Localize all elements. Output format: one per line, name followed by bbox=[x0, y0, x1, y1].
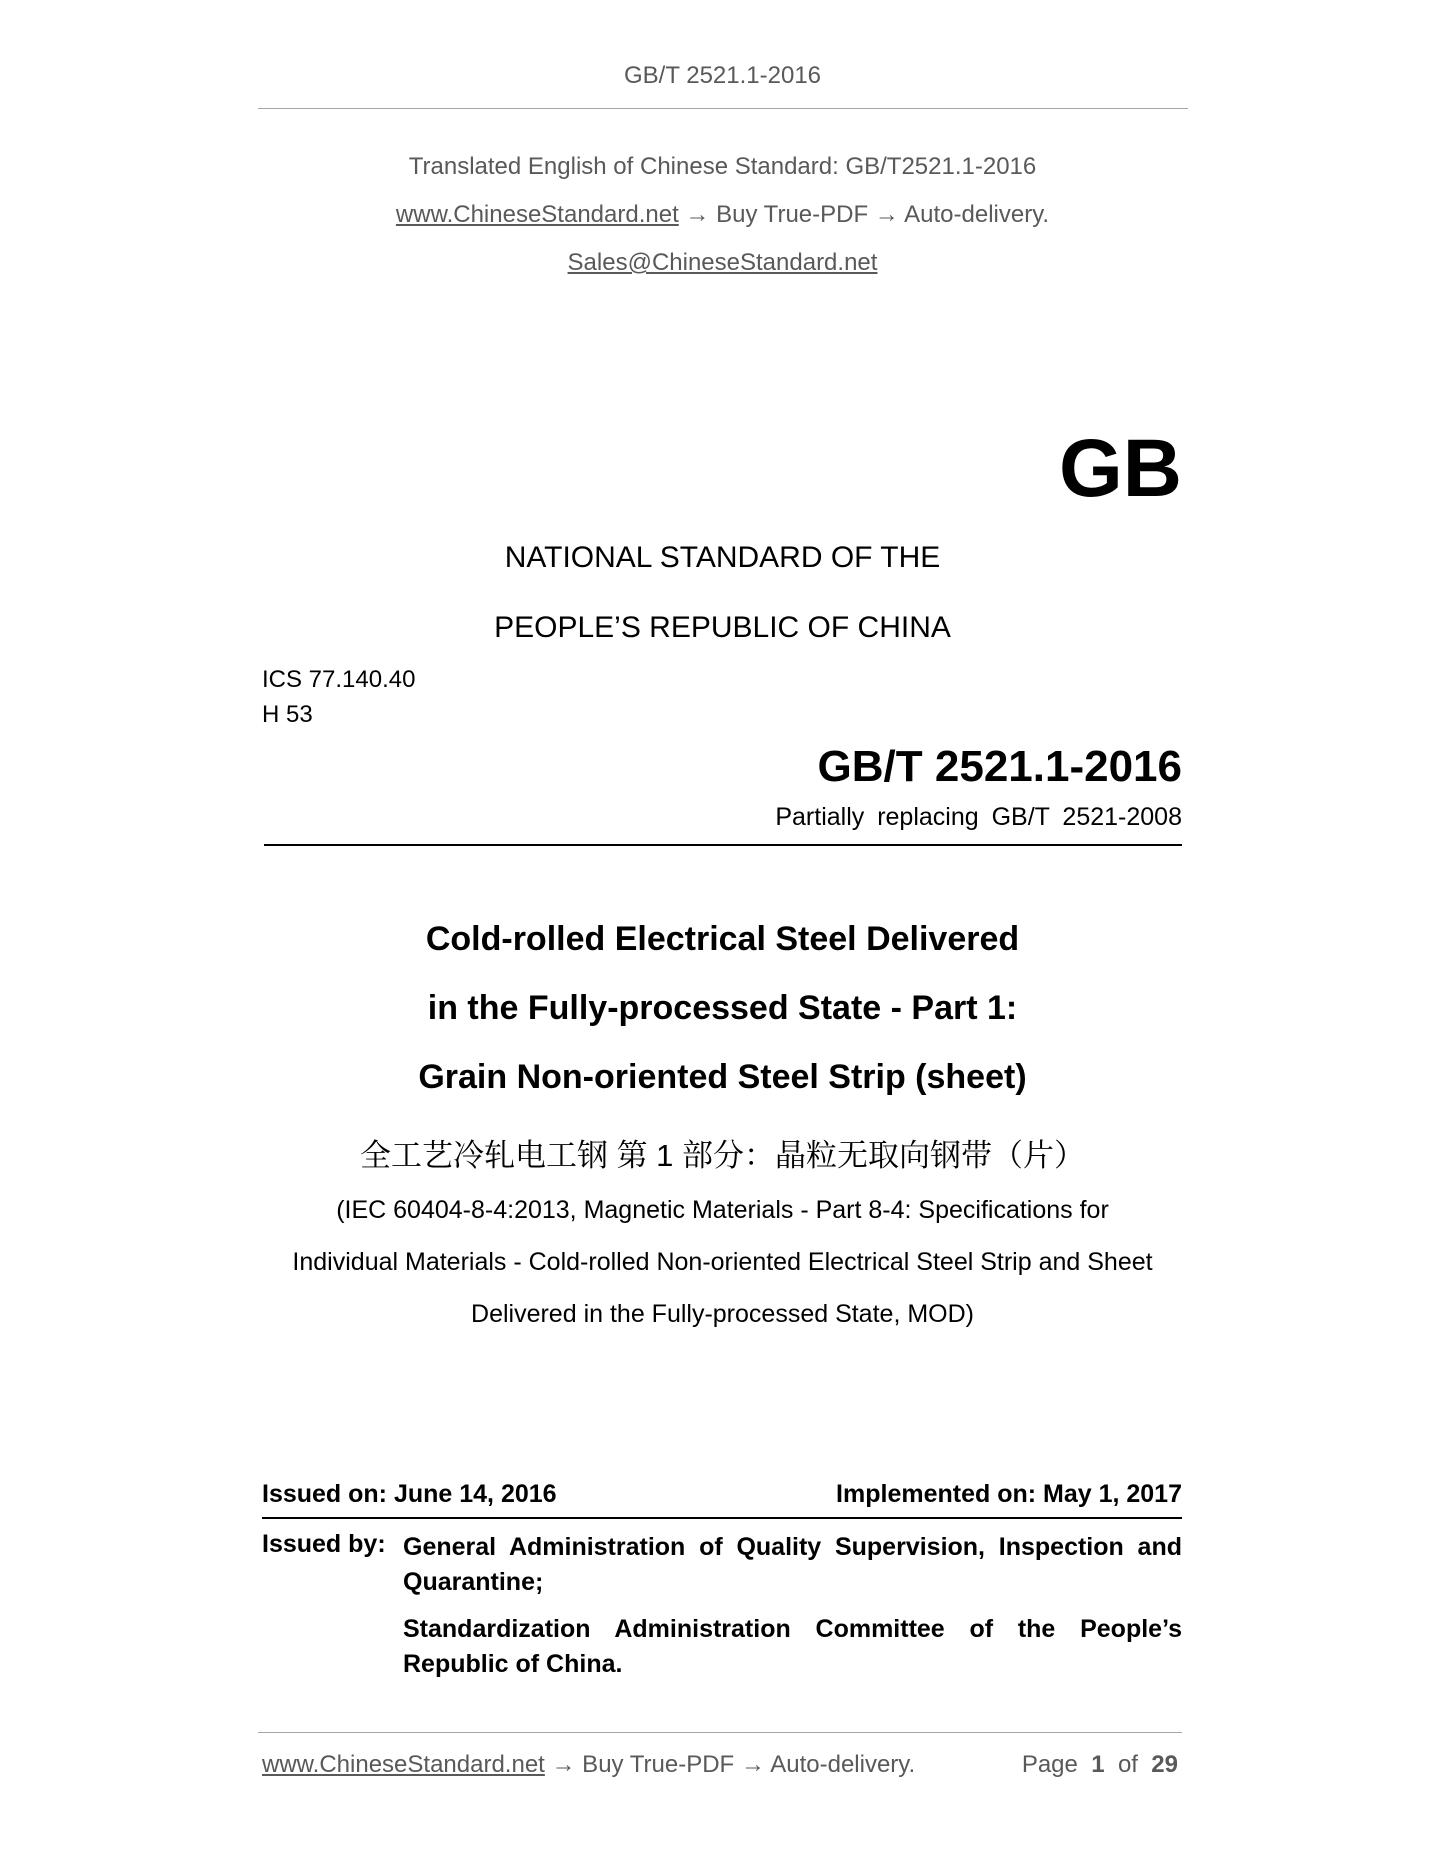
promo-email-line bbox=[0, 249, 1445, 277]
issued-on-date: Issued on: June 14, 2016 bbox=[262, 1480, 557, 1508]
ics-code: ICS 77.140.40 bbox=[262, 666, 416, 693]
document-title-line-3: Grain Non-oriented Steel Strip (sheet) bbox=[418, 1058, 1027, 1096]
issued-by-label: Issued by: bbox=[262, 1530, 386, 1558]
implemented-on-date: Implemented on: May 1, 2017 bbox=[836, 1480, 1182, 1508]
sales-email-link[interactable]: Sales@ChineseStandard.net bbox=[567, 249, 878, 276]
footer-purchase-line bbox=[262, 1751, 915, 1779]
chinesestandard-site-link[interactable]: www.ChineseStandard.net bbox=[395, 201, 679, 228]
document-title-line-1: Cold-rolled Electrical Steel Delivered bbox=[425, 920, 1020, 958]
footer-purchase-text: → Buy True-PDF → Auto-delivery. bbox=[544, 1751, 916, 1778]
running-header: GB/T 2521.1-2016 bbox=[623, 62, 822, 89]
issuer-sac: Standardization Administration Committee of the People’s Republic of China. bbox=[403, 1615, 1182, 1678]
of-label: of bbox=[1117, 1751, 1138, 1778]
iec-reference-line-1: (IEC 60404-8-4:2013, Magnetic Materials - Part 8-4: Specifications for bbox=[336, 1196, 1109, 1224]
page-total: 29 bbox=[1151, 1751, 1178, 1778]
page-indicator bbox=[900, 1751, 1178, 1779]
country-heading: PEOPLE’S REPUBLIC OF CHINA bbox=[494, 611, 951, 644]
page-number: 1 bbox=[1091, 1751, 1105, 1778]
iec-reference-line-3: Delivered in the Fully-processed State, MOD) bbox=[471, 1300, 974, 1328]
footer-site-link[interactable]: www.ChineseStandard.net bbox=[262, 1751, 545, 1778]
header-divider bbox=[258, 108, 1188, 109]
iec-reference-line-2: Individual Materials - Cold-rolled Non-oriented Electrical Steel Strip and Sheet bbox=[292, 1248, 1153, 1276]
issuer-aqsiq: General Administration of Quality Supervision, Inspection and Quarantine; bbox=[403, 1533, 1182, 1596]
promo-translation-note: Translated English of Chinese Standard: GB/T2521.1-2016 bbox=[408, 153, 1037, 180]
document-title-line-2: in the Fully-processed State - Part 1: bbox=[427, 989, 1018, 1027]
gb-logo: GB bbox=[1059, 423, 1182, 514]
national-standard-heading: NATIONAL STANDARD OF THE bbox=[504, 541, 941, 574]
chinese-title: 全工艺冷轧电工钢 第 1 部分：晶粒无取向钢带（片） bbox=[359, 1138, 1086, 1173]
page-label: Page bbox=[1021, 1751, 1078, 1778]
ccs-code: H 53 bbox=[262, 701, 313, 728]
promo-purchase-text: → Buy True-PDF → Auto-delivery. bbox=[678, 201, 1050, 228]
replacing-note: Partially replacing GB/T 2521-2008 bbox=[775, 803, 1182, 831]
dates-divider bbox=[262, 1517, 1182, 1519]
standard-number-divider bbox=[264, 844, 1182, 846]
standard-number: GB/T 2521.1-2016 bbox=[817, 742, 1182, 791]
footer-divider bbox=[258, 1732, 1182, 1733]
promo-purchase-line bbox=[0, 201, 1445, 229]
